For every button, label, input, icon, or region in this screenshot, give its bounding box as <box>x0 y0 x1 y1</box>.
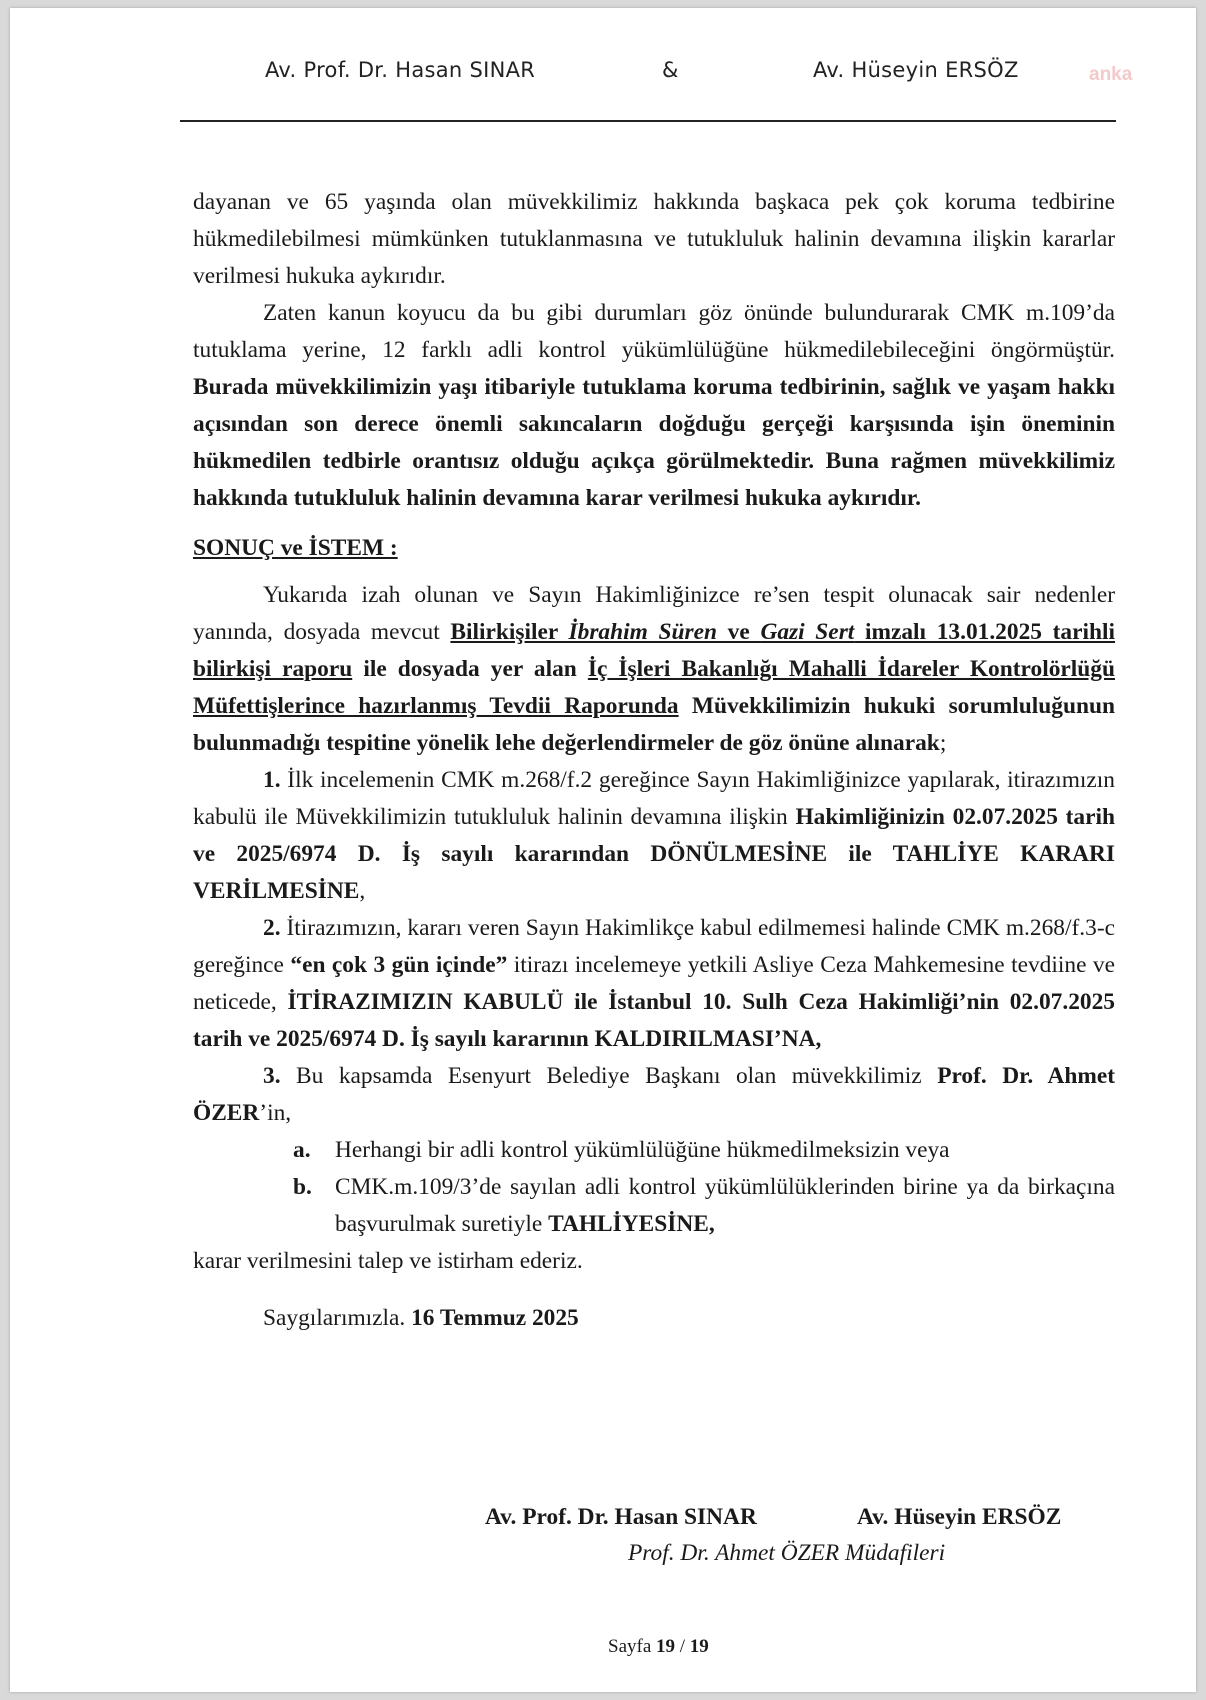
document-page <box>10 8 1196 1692</box>
signature-name-2: Av. Hüseyin ERSÖZ <box>857 1504 1062 1530</box>
subitem-a <box>193 1132 1115 1169</box>
expert-report-ref: imzalı 13.01.2025 tarihli bilirkişi raporu <box>193 619 1116 682</box>
header-divider <box>180 120 1116 122</box>
subitem-a-label: a. <box>293 1137 311 1163</box>
paragraph-continuation: dayanan ve 65 yaşında olan müvekkilimiz hakkında başkaca pek çok koruma tedbirine hükmedilebilmesi mümkünken tutuklanmasına ve tutukluluk halinin devamına ilişkin kararlar verilmesi hukuka aykırıdır. <box>193 189 1115 289</box>
request-item-2-bold-1: “en çok 3 gün içinde” <box>290 952 508 978</box>
paragraph-cmk-109 <box>193 295 1115 517</box>
subitem-b <box>193 1169 1115 1243</box>
paragraph-cmk-109-bold: Burada müvekkilimizin yaşı itibariyle tutuklama koruma tedbirinin, sağlık ve yaşam hakkı açısından son derece önemli sakıncaların doğduğu gerçeği karşısında işin öneminin hükmedilen tedbirle orantısız olduğu açıkça görülmektedir. Buna rağmen müvekkilimiz hakkında tutukluluk halinin devamına karar verilmesi hukuka aykırıdır. <box>193 374 1115 511</box>
request-item-2 <box>193 910 1115 1058</box>
subitem-b-text: CMK.m.109/3’de sayılan adli kontrol yükümlülüklerinden birine ya da birkaçına başvurulmak suretiyle <box>335 1174 1115 1237</box>
signature-role: Prof. Dr. Ahmet ÖZER Müdafileri <box>628 1540 946 1566</box>
expert-conjunction: ve <box>717 619 761 645</box>
regards-line <box>193 1300 1115 1337</box>
page-number <box>608 1636 709 1658</box>
request-item-3-client-name: Prof. Dr. Ahmet ÖZER <box>193 1063 1115 1126</box>
subitem-b-label: b. <box>293 1174 312 1200</box>
request-item-2-text-1: İtirazımızın, kararı veren Sayın Hakimlikçe kabul edilmemesi halinde CMK m.268/f.3-c gereğince <box>193 915 1115 978</box>
request-item-1-number: 1. <box>263 767 281 793</box>
page-word: Sayfa <box>608 1636 657 1657</box>
document-body <box>193 184 1115 1337</box>
paragraph-cmk-109-normal: Zaten kanun koyucu da bu gibi durumları göz önünde bulundurarak CMK m.109’da tutuklama yerine, 12 farklı adli kontrol yükümlülüğüne hükmedilebileceğini öngörmüştür. <box>193 300 1115 363</box>
request-intro-text: Yukarıda izah olunan ve Sayın Hakimliğinizce re’sen tespit olunacak sair nedenler yanında, dosyada mevcut <box>193 582 1115 645</box>
page-total: 19 <box>689 1636 709 1657</box>
document-date: 16 Temmuz 2025 <box>411 1305 579 1331</box>
request-item-3-text: Bu kapsamda Esenyurt Belediye Başkanı olan müvekkilimiz <box>280 1063 938 1089</box>
request-item-1-text: İlk incelemenin CMK m.268/f.2 gereğince Sayın Hakimliğinizce yapılarak, itirazımızın kabulü ile Müvekkilimizin tutukluluk halinin devamına ilişkin <box>193 767 1115 830</box>
ministry-report-ref: İç İşleri Bakanlığı Mahalli İdareler Kontrolörlüğü Müfettişlerince hazırlanmış Tevdii Raporunda <box>193 656 1115 719</box>
request-item-1-bold: Hakimliğinizin 02.07.2025 tarih ve 2025/6974 D. İş sayılı kararından DÖNÜLMESİNE ile TAHLİYE KARARI VERİLMESİNE <box>193 804 1116 904</box>
expert-name-1: İbrahim Süren <box>568 619 717 645</box>
header-ampersand: & <box>662 58 679 82</box>
request-item-2-bold-2: İTİRAZIMIZIN KABULÜ ile İstanbul 10. Sulh Ceza Hakimliği’nin 02.07.2025 tarih ve 2025/6974 D. İş sayılı kararının KALDIRILMASI’NA, <box>193 989 1115 1052</box>
anka-watermark: anka <box>1089 64 1133 85</box>
bilirkisiler-label: Bilirkişiler <box>450 619 569 645</box>
request-item-3 <box>193 1058 1115 1132</box>
request-item-1 <box>193 762 1115 910</box>
subitem-b-bold: TAHLİYESİNE, <box>548 1211 715 1237</box>
signature-name-1: Av. Prof. Dr. Hasan SINAR <box>485 1504 757 1530</box>
expert-name-2: Gazi Sert <box>760 619 855 645</box>
header-lawyer-right: Av. Hüseyin ERSÖZ <box>813 58 1019 82</box>
page-current: 19 <box>656 1636 676 1657</box>
request-mid-text: ile dosyada yer alan <box>352 656 588 682</box>
request-tail-bold: Müvekkilimizin hukuki sorumluluğunun bulunmadığı tespitine yönelik lehe değerlendirmeler de göz önüne alınarak <box>193 693 1115 756</box>
regards-text: Saygılarımızla. <box>263 1305 412 1331</box>
closing-request: karar verilmesini talep ve istirham ederiz. <box>193 1248 583 1274</box>
section-heading-sonuc-istem: SONUÇ ve İSTEM : <box>193 535 398 561</box>
request-item-2-text-2: itirazı incelemeye yetkili Asliye Ceza Mahkemesine tevdiine ve neticede, <box>193 952 1115 1015</box>
spacer <box>193 1280 1115 1300</box>
request-item-3-number: 3. <box>263 1063 281 1089</box>
request-item-3-tail: ’in, <box>259 1100 292 1126</box>
subitem-a-text: Herhangi bir adli kontrol yükümlülüğüne hükmedilmeksizin veya <box>335 1137 950 1163</box>
header-lawyer-left: Av. Prof. Dr. Hasan SINAR <box>265 58 536 82</box>
request-item-1-tail: , <box>359 878 366 904</box>
paragraph-request-intro <box>193 577 1115 762</box>
page-sep: / <box>675 1636 690 1657</box>
request-item-2-number: 2. <box>263 915 281 941</box>
request-tail-punct: ; <box>939 730 947 756</box>
